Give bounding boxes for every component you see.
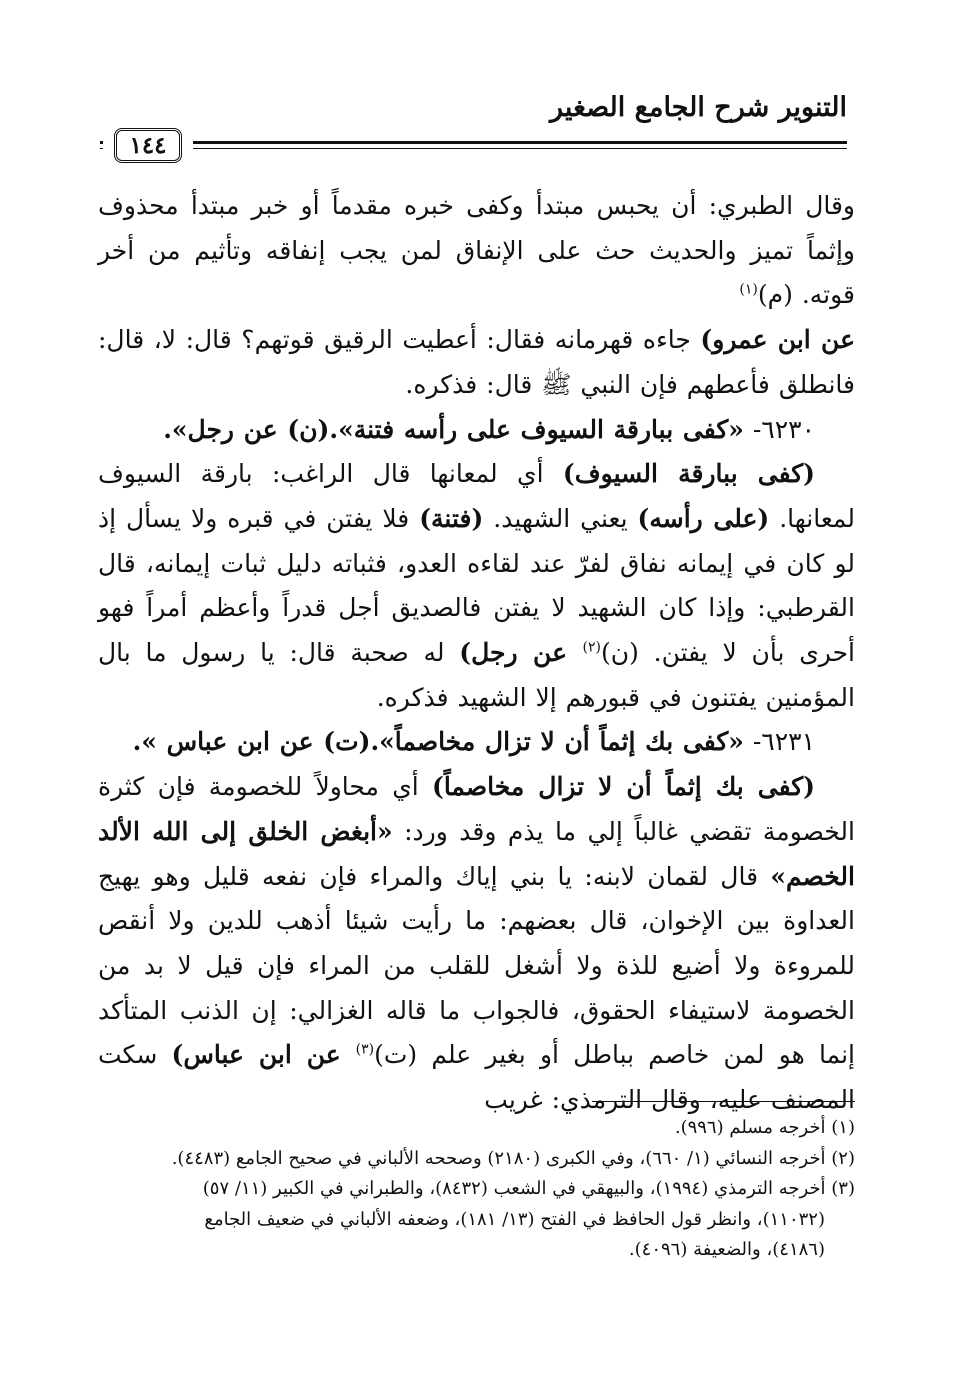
footnote-3: (٣) أخرجه الترمذي (١٩٩٤)، والبيهقي في الشعب (٨٤٣٢)، والطبراني في الكبير (١١/ ٥٧): [202, 1178, 855, 1199]
paragraph-text: وقال الطبري: أن يحبس مبتدأ وكفى خبره مقدماً أو خبر مبتدأ محذوف وإثماً تميز والحديث حث على الإنفاق لمن يجب إنفاقه وتأثيم من أخر قوته. (م): [98, 191, 855, 310]
commentary-text: له صحبة قال: يا رسول ما بال المؤمنين يفتنون في قبورهم إلا الشهيد فذكره.: [98, 638, 855, 712]
footnote-ref-1: (١): [739, 282, 758, 299]
keyword: عن ابن عباس): [171, 1040, 356, 1070]
commentary-text: يعني الشهيد.: [483, 503, 638, 533]
keyword: (على رأسه): [637, 503, 770, 533]
hadith-number: ٦٢٣٠-: [743, 414, 815, 444]
footnote-ref-3: (٣): [355, 1042, 375, 1059]
commentary-text: أي محاولاً للخصومة فإن كثرة الخصومة تقضي غالباً إلي ما يذم وقد ورد:: [98, 772, 855, 846]
hadith-text: «كفى ببارقة السيوف على رأسه فتنة».(ن) عن رجل».: [163, 414, 744, 444]
hadith-entry-6231: [98, 720, 855, 765]
running-header: [100, 92, 847, 132]
commentary-text: أي لمعانها قال الراغب: بارقة السيوف لمعانها.: [98, 459, 855, 533]
commentary-text: سكت المصنف عليه، وقال الترمذي: غريب: [98, 1040, 855, 1115]
narrator-ibn-amr: عن ابن عمرو): [700, 325, 855, 355]
book-title: التنوير شرح الجامع الصغير: [550, 92, 847, 123]
hadith-text: «كفى بك إثماً أن لا تزال مخاصماً».(ت) عن ابن عباس ».: [132, 727, 744, 757]
commentary-6230: [98, 452, 855, 720]
page-number: ١٤٤: [114, 128, 181, 163]
hadith-entry-6230: [98, 408, 855, 453]
keyword: «أبغض الخلق إلى الله الألد الخصم»: [98, 816, 855, 891]
body-text: [98, 184, 855, 1123]
keyword: (كفى ببارقة السيوف): [562, 459, 815, 489]
footnote-2: (٢) أخرجه النسائي (١/ ٦٦٠)، وفي الكبرى (٢١٨٠) وصححه الألباني في صحيح الجامع (٤٤٨٣).: [171, 1147, 855, 1169]
footnote-3-continued: (٤١٨٦)، والضعيفة (٤٠٩٦).: [628, 1239, 825, 1260]
footnote-separator: [592, 1101, 855, 1102]
paragraph-text: جاءه قهرمانه فقال: أعطيت الرقيق قوتهم؟ قال: لا، قال: فانطلق فأعطهم فإن النبي ﷺ قال: فذكره.: [98, 325, 855, 399]
footnotes: [98, 1113, 855, 1266]
keyword: عن رجل): [459, 638, 583, 668]
commentary-text: قال لقمان لابنه: يا بني إياك والمراء فإن نفعه قليل وهو يهيج العداوة بين الإخوان، قال بعضهم: ما رأيت شيئا أذهب للدين ولا أنقص للمروءة ولا أضيع للذة ولا أشغل للقلب من المراء فإن قيل لا بد من الخصومة لاستيفاء الحقوق، فالجواب ما قاله الغزالي: إن الذنب المتأكد إنما هو لمن خاصم بباطل أو بغير علم (ت): [98, 861, 856, 1070]
page-number-frame: [103, 126, 193, 164]
commentary-text: فلا يفتن في قبره ولا يسأل إذ لو كان في إيمانه نفاق لفرّ عند لقاءه العدو، فثباته دليل ثبات إيمانه، قال القرطبي: وإذا كان الشهيد لا يفتن فالصديق أجل قدراً وأعظم أمراً فهو أحرى بأن لا يفتن. (ن): [98, 503, 855, 668]
paragraph-tabari: [98, 184, 855, 408]
header-rule-thin: [100, 148, 847, 149]
footnote-3-continued: (١١٠٣٢)، وانظر قول الحافظ في الفتح (١٣/ ١٨١)، وضعفه الألباني في ضعيف الجامع: [204, 1208, 825, 1230]
footnote-ref-2: (٢): [582, 639, 601, 656]
footnote-1: (١) أخرجه مسلم (٩٩٦).: [674, 1117, 855, 1138]
commentary-6231: [98, 765, 855, 1123]
hadith-number: ٦٢٣١-: [743, 727, 815, 757]
header-rule-thick: [100, 141, 847, 144]
keyword: (كفى بك إثماً أن لا تزال مخاصماً): [431, 772, 815, 802]
keyword: (فتنة): [419, 503, 484, 533]
